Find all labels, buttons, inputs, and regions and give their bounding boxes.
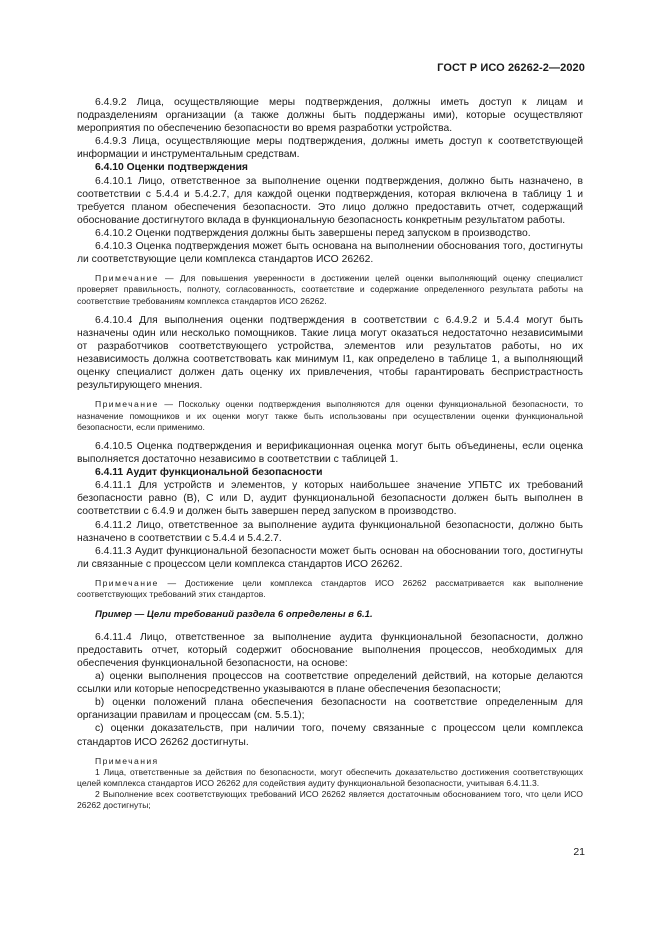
list-item-c: с) оценки доказательств, при наличии того, почему связанные с процессом цели комплекса стандартов ИСО 26262 достигнуты. bbox=[77, 723, 583, 748]
document-body bbox=[77, 96, 583, 812]
notes-item-2: 2 Выполнение всех соответствующих требований ИСО 26262 является достаточным обоснованием того, что цели ИСО 26262 достигнуты; bbox=[77, 789, 583, 811]
paragraph-6-4-10-4: 6.4.10.4 Для выполнения оценки подтверждения в соответствии с 6.4.9.2 и 5.4.4 могут быть назначены один или несколько помощников. Такие лица могут оказаться недостаточно независимыми от разработчиков соответствующего устройства, элементов или результатов работы, но их независимость должна соответствовать как минимум I1, как определено в таблице 1, а выполняющий оценку специалист должен дать оценку их привлечения, чтобы гарантировать беспристрастность результирующего мнения. bbox=[77, 314, 583, 392]
note-1-text: — Для повышения уверенности в достижении целей оценки выполняющий оценку специалист проверяет правильность, полноту, согласованность, соответствие и содержание определенного результата работы на соответствие требованиям комплекса стандартов ИСО 26262. bbox=[77, 273, 583, 306]
notes-title: Примечания bbox=[95, 755, 159, 766]
notes-item-1: 1 Лица, ответственные за действия по безопасности, могут обеспечить доказательство достижения соответствующих целей комплекса стандартов ИСО 26262 для содействия аудиту функциональной безопасности, учитывая 6.4.11.3. bbox=[77, 766, 583, 788]
paragraph-6-4-10-5: 6.4.10.5 Оценка подтверждения и верификационная оценка могут быть объединены, если оценка выполняется достаточно независимо в соответствии с таблицей 1. bbox=[77, 441, 583, 466]
paragraph-6-4-11-3: 6.4.11.3 Аудит функциональной безопасности может быть основан на обосновании того, достигнуты ли связанные с процессом цели комплекса стандартов ИСО 26262. bbox=[77, 545, 583, 570]
list-item-a: а) оценки выполнения процессов на соответствие определений действий, на которые делаются ссылки или которые непосредственно указываются в плане обеспечения безопасности; bbox=[77, 671, 583, 696]
paragraph-6-4-9-3: 6.4.9.3 Лица, осуществляющие меры подтверждения, должны иметь доступ к соответствующей информации и инструментальным средствам. bbox=[77, 136, 583, 161]
note-3-text: — Достижение цели комплекса стандартов ИСО 26262 рассматривается как выполнение соответствующих требований этих стандартов. bbox=[77, 577, 583, 600]
paragraph-6-4-10-3: 6.4.10.3 Оценка подтверждения может быть основана на выполнении обоснования того, достигнуты ли соответствующие цели комплекса стандартов ИСО 26262. bbox=[77, 241, 583, 266]
paragraph-6-4-11-1: 6.4.11.1 Для устройств и элементов, у которых наибольшее значение УПБТС их требований безопасности равно (В), С или D, аудит функциональной безопасности должен быть выполнен в соответствии с 6.4.9 и должен быть завершен перед запуском в производство. bbox=[77, 480, 583, 518]
section-heading-6-4-11: 6.4.11 Аудит функциональной безопасности bbox=[95, 467, 323, 479]
section-heading-6-4-10: 6.4.10 Оценки подтверждения bbox=[95, 162, 248, 174]
example-line: Пример — Цели требований раздела 6 определены в 6.1. bbox=[95, 609, 373, 621]
note-2-text: — Поскольку оценки подтверждения выполняются для оценки функциональной безопасности, то назначение помощников и их оценки могут также быть использованы при осуществлении оценки функциональной безопасности, если применимо. bbox=[77, 399, 583, 432]
note-2-label: Примечание bbox=[95, 399, 159, 410]
paragraph-6-4-11-4: 6.4.11.4 Лицо, ответственное за выполнение аудита функциональной безопасности, должно предоставить отчет, который содержит обоснование выполнения процессов, необходимых для обеспечения функциональной безопасности, на основе: bbox=[77, 631, 583, 669]
paragraph-6-4-11-2: 6.4.11.2 Лицо, ответственное за выполнение аудита функциональной безопасности, должно быть назначено в соответствии с 5.4.4 и 5.4.2.7. bbox=[77, 519, 583, 544]
note-1 bbox=[77, 273, 583, 307]
note-3 bbox=[77, 578, 583, 600]
document-code-header: ГОСТ Р ИСО 26262-2—2020 bbox=[437, 62, 585, 74]
paragraph-6-4-10-1: 6.4.10.1 Лицо, ответственное за выполнение оценки подтверждения, должно быть назначено, в соответствии с 5.4.4 и 5.4.2.7, для каждой оценки подтверждения, которая включена в таблицу 1 и требуется планом обеспечения безопасности. Это лицо должно предоставить отчет, содержащий обоснование достигнутого вклада в функциональную безопасность конкретным результатом работы. bbox=[77, 175, 583, 226]
note-1-label: Примечание bbox=[95, 273, 159, 284]
note-3-label: Примечание bbox=[95, 577, 159, 588]
paragraph-6-4-10-2: 6.4.10.2 Оценки подтверждения должны быть завершены перед запуском в производство. bbox=[95, 227, 531, 239]
page-number: 21 bbox=[573, 846, 585, 858]
list-item-b: b) оценки положений плана обеспечения безопасности на соответствие определенным для организации правилам и процессам (см. 5.5.1); bbox=[77, 697, 583, 722]
paragraph-6-4-9-2: 6.4.9.2 Лица, осуществляющие меры подтверждения, должны иметь доступ к лицам и подразделениям организации (а также должны быть поддержаны ими), которые осуществляют мероприятия по обеспечению безопасности во время разработки устройства. bbox=[77, 97, 583, 135]
note-2 bbox=[77, 399, 583, 433]
